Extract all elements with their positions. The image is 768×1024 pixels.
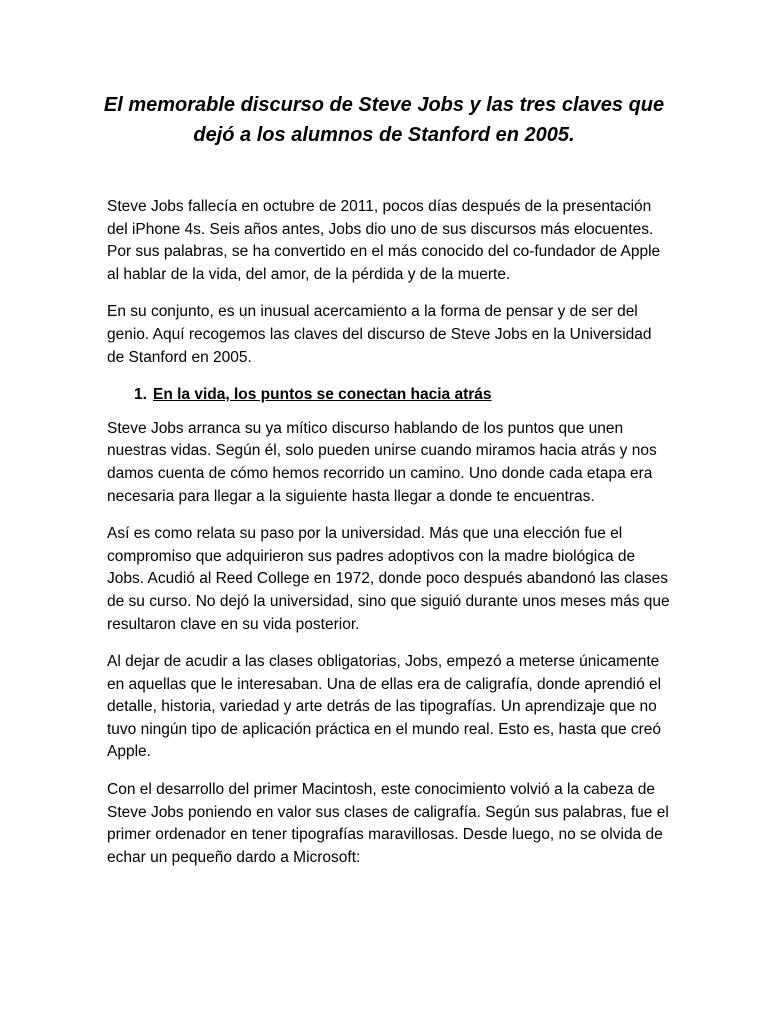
intro-paragraph-2: En su conjunto, es un inusual acercamiento a la forma de pensar y de ser del genio. Aquí recogemos las claves del discurso de Steve Jobs en la Universidad de Stanford en 2005.: [107, 303, 652, 366]
intro-paragraph-1: Steve Jobs fallecía en octubre de 2011, pocos días después de la presentación del iPhone 4s. Seis años antes, Jobs dio uno de sus discursos más elocuentes. Por sus palabras, se ha convertido en el más conocido del co-fundador de Apple al hablar de la vida, del amor, de la pérdida y de la muerte.: [107, 198, 661, 283]
section-1-heading-text: En la vida, los puntos se conectan hacia atrás: [153, 386, 492, 404]
document-body: [107, 196, 672, 884]
section-1-paragraph-1: Steve Jobs arranca su ya mítico discurso hablando de los puntos que unen nuestras vidas. Según él, solo pueden unirse cuando miramos hacia atrás y nos damos cuenta de cómo hemos recorrido un camino. Uno donde cada etapa era necesaria para llegar a la siguiente hasta llegar a donde te encuentras.: [107, 419, 657, 505]
section-1-number: 1.: [134, 386, 147, 404]
section-1-paragraph-3: Al dejar de acudir a las clases obligatorias, Jobs, empezó a meterse únicamente en aquellas que le interesaban. Una de ellas era de caligrafía, donde aprendió el detalle, historia, variedad y arte detrás de las tipografías. Un aprendizaje que no tuvo ningún tipo de aplicación práctica en el mundo real. Esto es, hasta que creó Apple.: [107, 653, 662, 761]
document-title: El memorable discurso de Steve Jobs y las tres claves que dejó a los alumnos de Stanford en 2005.: [103, 94, 665, 146]
section-1-paragraph-2: Así es como relata su paso por la universidad. Más que una elección fue el compromiso que adquirieron sus padres adoptivos con la madre biológica de Jobs. Acudió al Reed College en 1972, donde poco después abandonó las clases de su curso. No dejó la universidad, sino que siguió durante unos meses más que resultaron clave en su vida posterior.: [107, 525, 670, 633]
section-1-paragraph-4: Con el desarrollo del primer Macintosh, este conocimiento volvió a la cabeza de Steve Jobs poniendo en valor sus clases de caligrafía. Según sus palabras, fue el primer ordenador en tener tipografías maravillosas. Desde luego, no se olvida de echar un pequeño dardo a Microsoft:: [107, 781, 669, 866]
section-1-heading: [107, 384, 672, 407]
